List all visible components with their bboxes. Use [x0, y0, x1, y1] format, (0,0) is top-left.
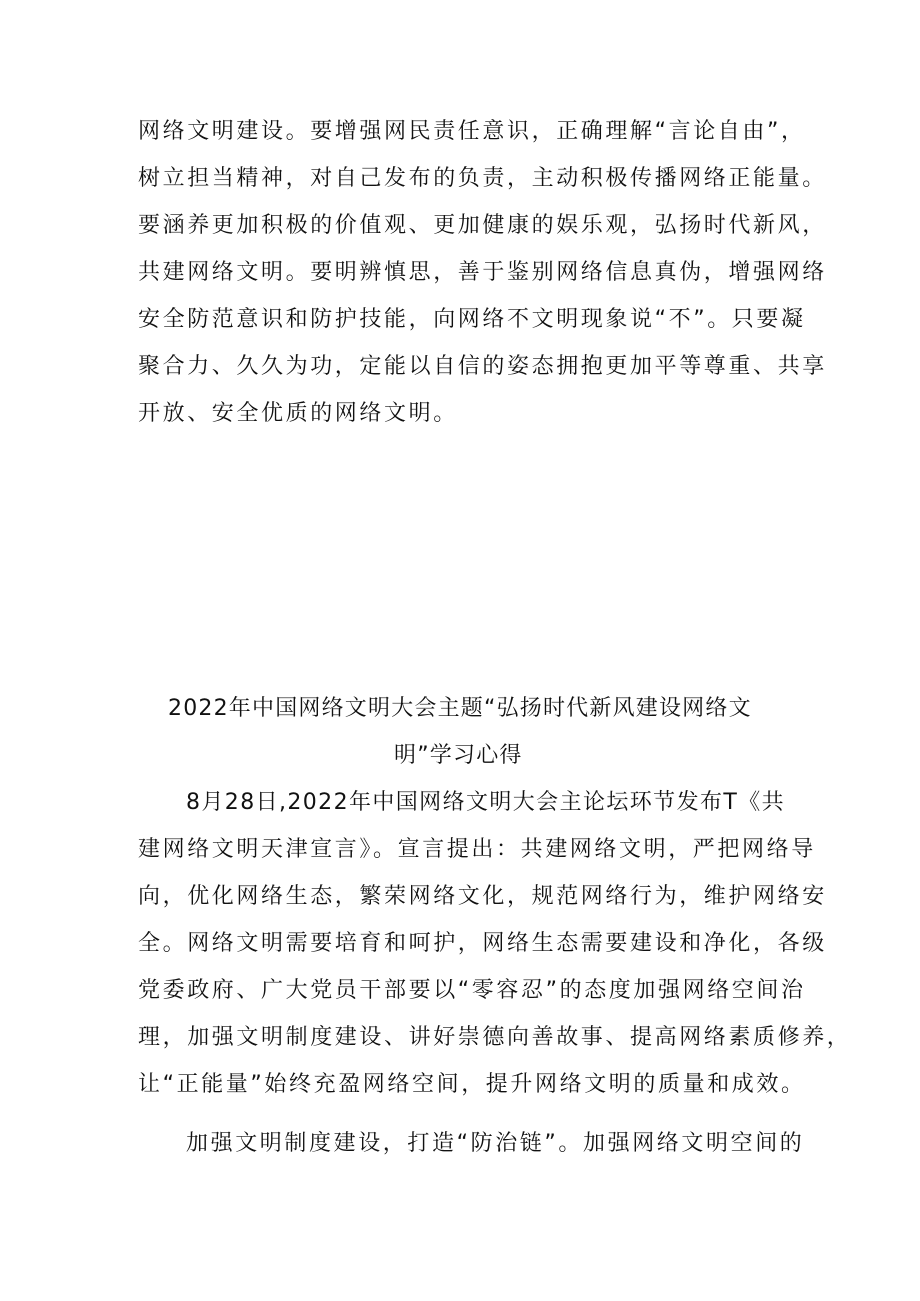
title-line-1: 2022年中国网络文明大会主题“弘扬时代新风建设网络文: [168, 696, 752, 721]
paragraph-line: 共建网络文明。要明辨慎思，善于鉴别网络信息真伪，增强网络: [138, 260, 827, 285]
paragraph-line: 8月28日,2022年中国网络文明大会主论坛环节发布T《共: [186, 790, 786, 815]
paragraph-line: 让“正能量”始终充盈网络空间，提升网络文明的质量和成效。: [138, 1072, 806, 1097]
paragraph-line: 树立担当精神，对自己发布的负责，主动积极传播网络正能量。: [138, 166, 827, 191]
paragraph-line: 网络文明建设。要增强网民责任意识，正确理解“言论自由”，: [138, 119, 806, 144]
paragraph-line: 党委政府、广大党员干部要以“零容忍”的态度加强网络空间治: [138, 978, 806, 1003]
paragraph-line: 聚合力、久久为功，定能以自信的姿态拥抱更加平等尊重、共享: [138, 354, 827, 379]
paragraph-line: 建网络文明天津宣言》。宣言提出：共建网络文明，严把网络导: [138, 837, 816, 862]
paragraph-line: 安全防范意识和防护技能，向网络不文明现象说“不”。只要凝: [138, 307, 806, 332]
title-line-2: 明”学习心得: [394, 743, 523, 768]
paragraph-line: 全。网络文明需要培育和呵护，网络生态需要建设和净化，各级: [138, 931, 827, 956]
paragraph-line: 理，加强文明制度建设、讲好崇德向善故事、提高网络素质修养，: [138, 1025, 852, 1050]
paragraph-line: 向，优化网络生态，繁荣网络文化，规范网络行为，维护网络安: [138, 884, 827, 909]
paragraph-line: 开放、安全优质的网络文明。: [138, 401, 458, 426]
paragraph-line: 加强文明制度建设，打造“防治链”。加强网络文明空间的: [186, 1131, 805, 1156]
paragraph-line: 要涵养更加积极的价值观、更加健康的娱乐观，弘扬时代新风，: [138, 213, 827, 238]
